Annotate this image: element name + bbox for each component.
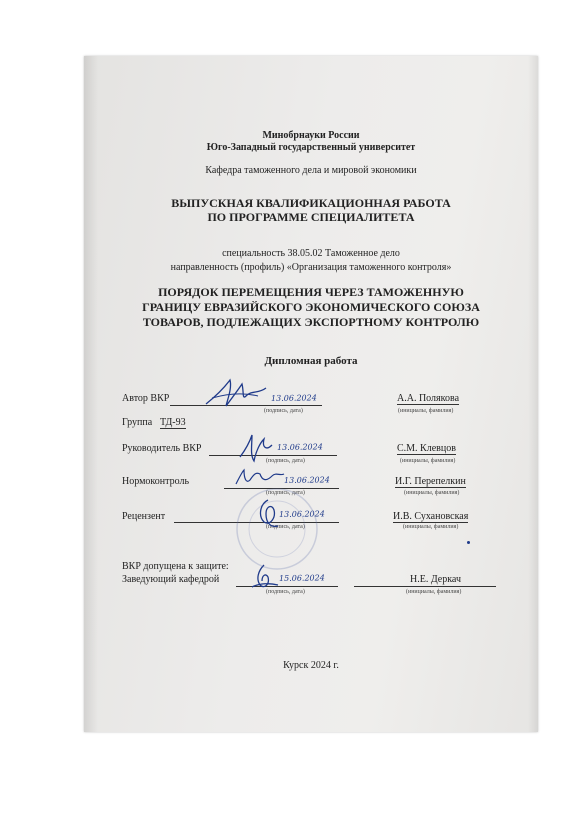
university-title: Юго-Западный государственный университет — [206, 142, 416, 153]
supervisor-signature-date: 13.06.2024 — [276, 442, 323, 452]
head-signature-caption: (подпись, дата) — [266, 589, 305, 595]
work-type-line-1: ВЫПУСКНАЯ КВАЛИФИКАЦИОННАЯ РАБОТА — [171, 196, 451, 210]
group-label: Группа — [122, 417, 153, 428]
norm-control-name: И.Г. Перепелкин — [395, 476, 466, 487]
head-name-line — [354, 586, 496, 587]
supervisor-label: Руководитель ВКР — [122, 443, 202, 454]
norm-control-label: Нормоконтроль — [122, 476, 190, 487]
reviewer-name: И.В. Сухановская — [393, 511, 469, 522]
norm-control-signature-date: 13.06.2024 — [283, 475, 330, 485]
topic-line-2: ГРАНИЦУ ЕВРАЗИЙСКОГО ЭКОНОМИЧЕСКОГО СОЮЗА — [142, 300, 480, 314]
head-name-caption: (инициалы, фамилия) — [406, 589, 462, 595]
document-type: Дипломная работа — [264, 355, 358, 367]
document-page — [84, 56, 538, 732]
author-signature-image — [202, 374, 272, 414]
profile-line: направленность (профиль) «Организация таможенного контроля» — [170, 262, 452, 273]
group-value: ТД-93 — [160, 417, 186, 428]
topic-line-1: ПОРЯДОК ПЕРЕМЕЩЕНИЯ ЧЕРЕЗ ТАМОЖЕННУЮ — [158, 285, 464, 299]
author-label: Автор ВКР — [122, 393, 170, 404]
work-type-line-2: ПО ПРОГРАММЕ СПЕЦИАЛИТЕТА — [207, 210, 415, 224]
stamp-seal — [234, 486, 320, 572]
author-name: А.А. Полякова — [397, 393, 460, 404]
topic-line-3: ТОВАРОВ, ПОДЛЕЖАЩИХ ЭКСПОРТНОМУ КОНТРОЛЮ — [142, 315, 480, 329]
norm-control-signature-caption: (подпись, дата) — [266, 490, 305, 496]
place-year: Курск 2024 г. — [283, 660, 339, 671]
supervisor-signature-caption: (подпись, дата) — [266, 458, 305, 464]
author-signature-date: 13.06.2024 — [270, 393, 317, 403]
supervisor-name: С.М. Клевцов — [397, 443, 456, 454]
norm-control-name-caption: (инициалы, фамилия) — [404, 490, 460, 496]
head-signature-date: 15.06.2024 — [278, 573, 325, 583]
reviewer-name-caption: (инициалы, фамилия) — [403, 524, 459, 530]
department-title: Кафедра таможенного дела и мировой экономики — [205, 165, 417, 176]
admission-note: ВКР допущена к защите: — [122, 561, 229, 572]
supervisor-signature-image — [234, 431, 276, 465]
author-signature-caption: (подпись, дата) — [264, 408, 303, 414]
reviewer-label: Рецензент — [122, 511, 166, 522]
reviewer-signature-caption: (подпись, дата) — [266, 524, 305, 530]
supervisor-name-caption: (инициалы, фамилия) — [400, 458, 456, 464]
reviewer-signature-date: 13.06.2024 — [278, 509, 325, 519]
head-label: Заведующий кафедрой — [122, 574, 220, 585]
head-name: Н.Е. Деркач — [410, 574, 461, 585]
ministry-title: Минобрнауки России — [262, 130, 360, 141]
specialty-line: специальность 38.05.02 Таможенное дело — [222, 248, 400, 259]
pen-mark — [467, 541, 470, 544]
author-name-caption: (инициалы, фамилия) — [398, 408, 454, 414]
